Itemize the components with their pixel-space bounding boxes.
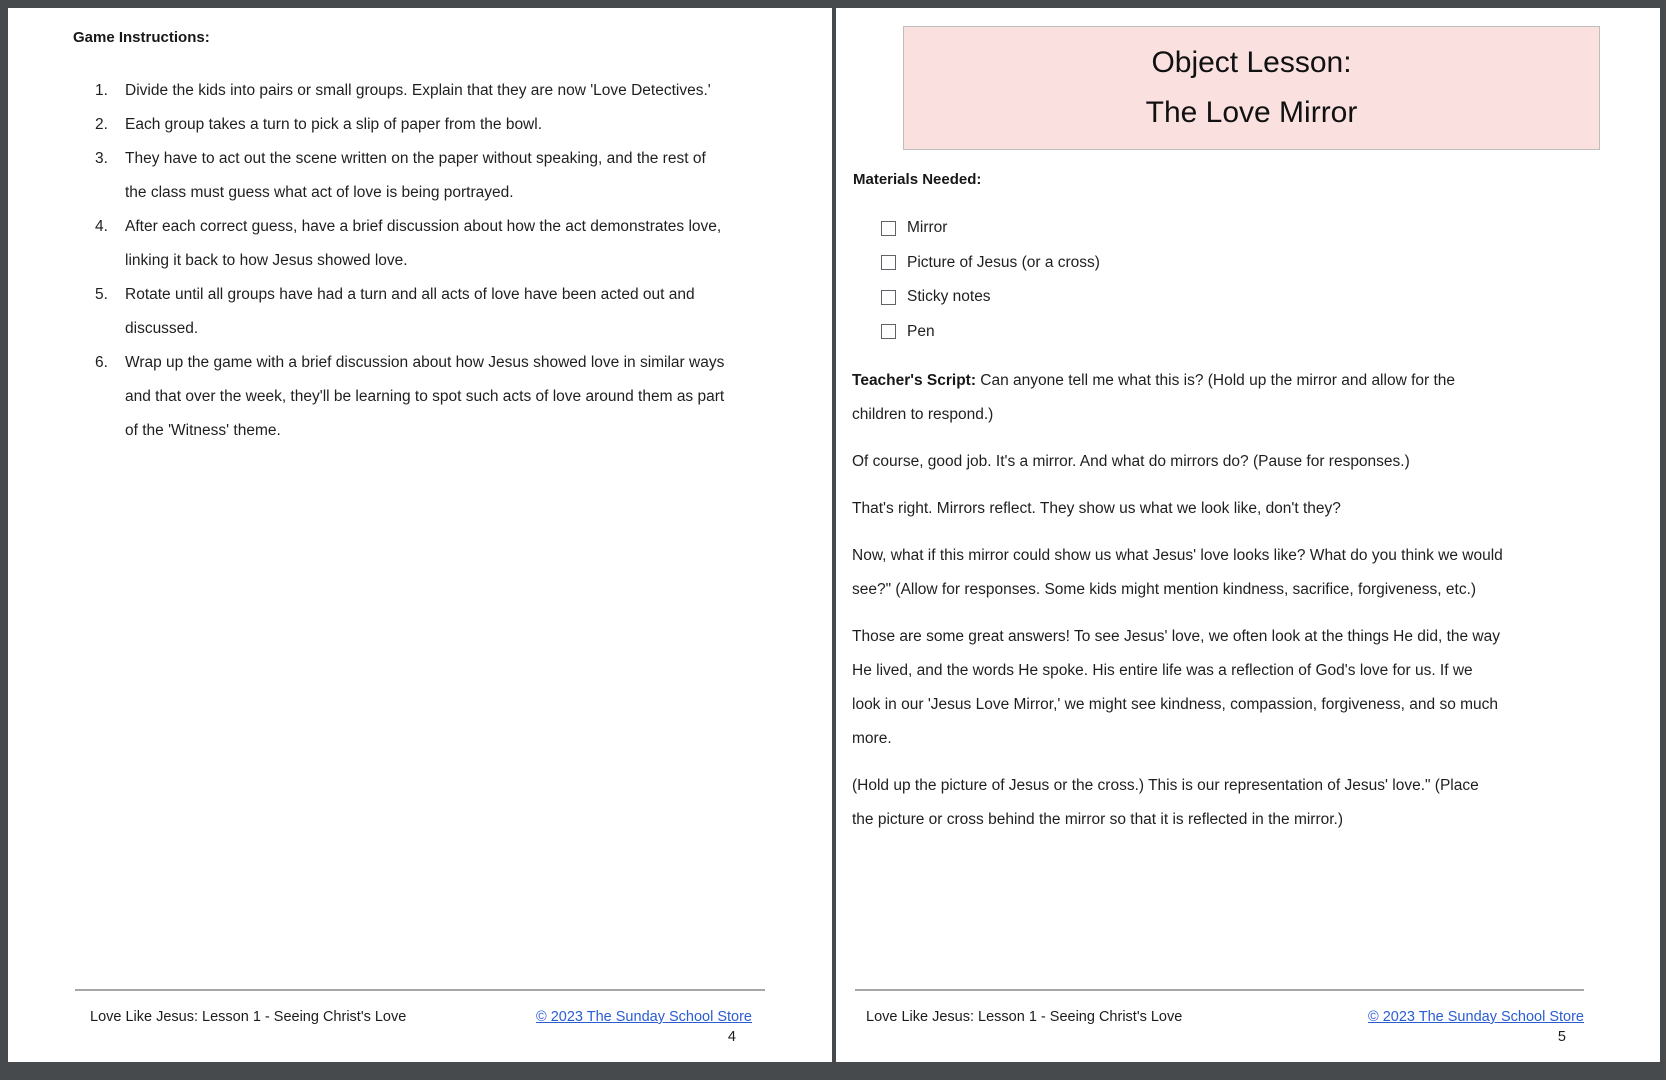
material-item [881, 280, 1100, 315]
instruction-item: Divide the kids into pairs or small groups. Explain that they are now 'Love Detectives.' [125, 82, 711, 99]
script-paragraph: Of course, good job. It's a mirror. And what do mirrors do? (Pause for responses.) [852, 453, 1410, 470]
copyright-link[interactable]: © 2023 The Sunday School Store [536, 1009, 752, 1025]
object-lesson-title-line2: The Love Mirror [1145, 96, 1358, 129]
page-number: 4 [727, 1029, 736, 1045]
teachers-script-intro-text: Can anyone tell me what this is? (Hold up the mirror and allow for the children to respond.) [852, 372, 1456, 423]
instructions-list [94, 74, 726, 448]
teachers-script-section [852, 364, 1504, 850]
teachers-script-label: Teacher's Script: [852, 372, 976, 389]
script-paragraph: Now, what if this mirror could show us what Jesus' love looks like? What do you think we would see?" (Allow for responses. Some kids might mention kindness, sacrifice, forgiveness, etc.) [852, 547, 1503, 598]
footer-divider [75, 989, 765, 991]
materials-checklist [881, 211, 1100, 349]
materials-needed-heading: Materials Needed: [853, 171, 982, 188]
game-instructions-heading: Game Instructions: [73, 29, 210, 46]
material-item [881, 211, 1100, 246]
footer-lesson-title: Love Like Jesus: Lesson 1 - Seeing Christ's Love [90, 1009, 407, 1025]
material-label: Picture of Jesus (or a cross) [907, 253, 1100, 271]
material-item [881, 315, 1100, 350]
checkbox-icon [881, 324, 896, 339]
copyright-link[interactable]: © 2023 The Sunday School Store [1368, 1009, 1584, 1025]
script-paragraph-intro [852, 364, 1504, 432]
instruction-item: They have to act out the scene written on the paper without speaking, and the rest of the class must guess what act of love is being portrayed. [125, 150, 706, 201]
footer-divider [855, 989, 1584, 991]
material-label: Sticky notes [907, 288, 991, 306]
object-lesson-title-line1: Object Lesson: [1151, 46, 1352, 79]
document-page-5 [836, 8, 1660, 1062]
material-item [881, 246, 1100, 281]
instruction-item: After each correct guess, have a brief discussion about how the act demonstrates love, linking it back to how Jesus showed love. [125, 218, 722, 269]
checkbox-icon [881, 255, 896, 270]
material-label: Mirror [907, 219, 948, 237]
script-paragraph: That's right. Mirrors reflect. They show us what we look like, don't they? [852, 500, 1341, 517]
script-paragraph: Those are some great answers! To see Jesus' love, we often look at the things He did, the way He lived, and the words He spoke. His entire life was a reflection of God's love for us. If we look in our 'Jesus Love Mirror,' we might see kindness, compassion, forgiveness, and so much more. [852, 628, 1500, 747]
instruction-item: Rotate until all groups have had a turn and all acts of love have been acted out and discussed. [125, 286, 695, 337]
footer-lesson-title: Love Like Jesus: Lesson 1 - Seeing Christ's Love [866, 1009, 1183, 1025]
checkbox-icon [881, 290, 896, 305]
material-label: Pen [907, 322, 935, 340]
script-paragraph: (Hold up the picture of Jesus or the cross.) This is our representation of Jesus' love." (Place the picture or cross behind the mirror so that it is reflected in the mirror.) [852, 777, 1479, 828]
page-number: 5 [1557, 1029, 1566, 1045]
object-lesson-title-box [903, 26, 1600, 150]
checkbox-icon [881, 221, 896, 236]
document-page-4 [8, 8, 832, 1062]
instruction-item: Wrap up the game with a brief discussion about how Jesus showed love in similar ways and that over the week, they'll be learning to spot such acts of love around them as part of the 'Witness' theme. [125, 354, 725, 439]
instruction-item: Each group takes a turn to pick a slip of paper from the bowl. [125, 116, 543, 133]
